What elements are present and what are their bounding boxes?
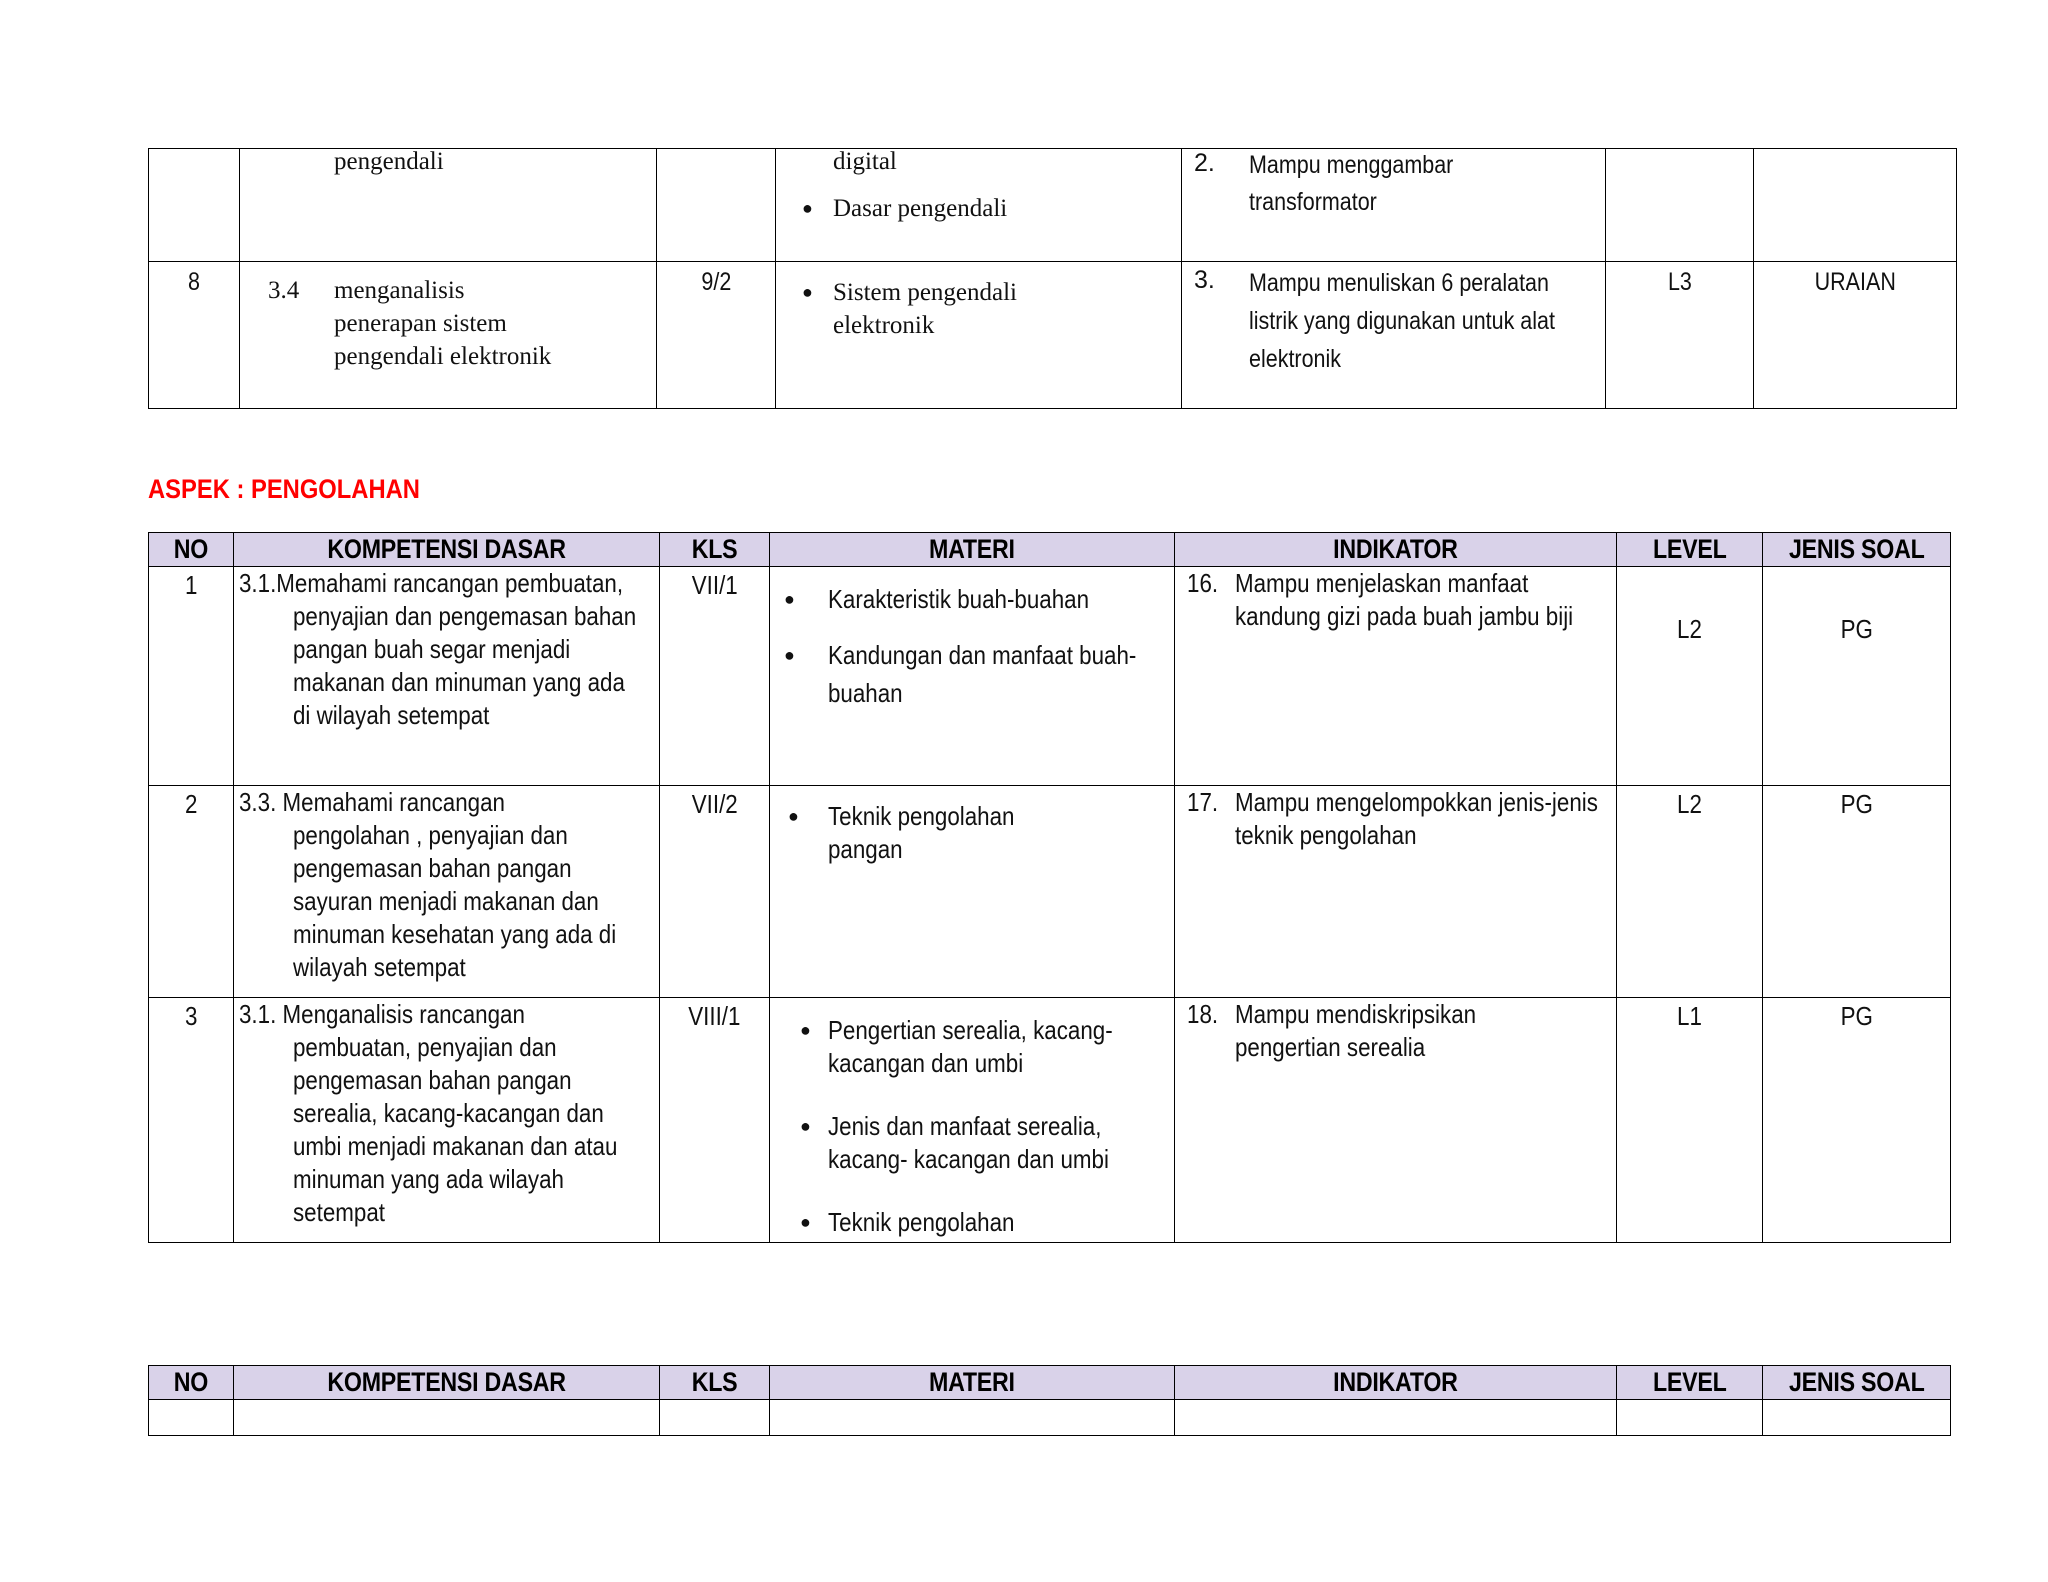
indikator-cell [1175,1400,1617,1436]
jenis-cell [1754,149,1957,262]
bullet-icon: ● [784,589,795,609]
jenis-cell: PG [1763,998,1951,1243]
indikator-line: Mampu mengelompokkan jenis-jenis [1235,787,1598,817]
no-cell [149,149,240,262]
empty-table [148,1365,1951,1436]
header-jenis: JENIS SOAL [1763,533,1951,567]
header-kls: KLS [660,1366,770,1400]
bullet-icon: ● [800,1116,811,1136]
kompetensi-line: pengolahan , penyajian dan [293,820,568,850]
bullet-icon: ● [784,645,795,665]
indikator-line: kandung gizi pada buah jambu biji [1235,601,1574,631]
level-cell: L2 [1617,786,1763,998]
kompetensi-line: umbi menjadi makanan dan atau [293,1131,618,1161]
kompetensi-line: menganalisis [334,277,465,304]
indikator-cell [1175,567,1617,786]
indikator-number: 18. [1187,999,1219,1029]
continuation-table [148,148,1957,409]
materi-bullet-text: Dasar pengendali [833,195,1008,222]
kompetensi-line: pengendali [334,148,444,175]
kls-cell [657,149,776,262]
kompetensi-line: serealia, kacang-kacangan dan [293,1098,604,1128]
kompetensi-line: pembuatan, penyajian dan [293,1032,557,1062]
kompetensi-line: 3.3. Memahami rancangan [239,787,505,817]
kompetensi-line: 3.1. Menganalisis rancangan [239,999,525,1029]
indikator-line: transformator [1249,188,1377,216]
materi-bullet: ● Teknik pengolahan [800,1207,1015,1237]
kompetensi-cell [234,567,660,786]
header-kompetensi: KOMPETENSI DASAR [234,533,660,567]
kompetensi-line: makanan dan minuman yang ada [293,667,625,697]
table-row [149,998,1951,1243]
header-no: NO [149,533,234,567]
indikator-line: Mampu menuliskan 6 peralatan [1249,269,1549,297]
header-kls: KLS [660,533,770,567]
jenis-cell: PG [1763,567,1951,786]
kls-cell: VIII/1 [660,998,770,1243]
no-cell: 1 [149,567,234,786]
table-row [149,149,1957,262]
materi-bullet: ● Jenis dan manfaat serealia, kacang- kacangan dan umbi [800,1111,1109,1174]
kompetensi-line: minuman kesehatan yang ada di [293,919,617,949]
indikator-line: Mampu mendiskripsikan [1235,999,1477,1029]
jenis-cell: URAIAN [1754,262,1957,409]
level-cell [1606,149,1754,262]
materi-bullet [776,192,1181,225]
bullet-icon: ● [788,806,799,826]
level-cell [1617,1400,1763,1436]
materi-cell [776,262,1182,409]
kompetensi-cell [234,786,660,998]
header-row [149,1366,1951,1400]
kompetensi-line: pengendali elektronik [334,343,552,370]
kompetensi-cell [234,998,660,1243]
jenis-cell [1763,1400,1951,1436]
no-cell: 8 [149,262,240,409]
materi-bullet: ● Karakteristik buah-buahan [784,584,1090,614]
indikator-cell [1182,262,1606,409]
kls-cell: VII/1 [660,567,770,786]
no-cell: 3 [149,998,234,1243]
materi-bullet-text: Sistem pengendali elektronik [833,279,1017,339]
indikator-line: Mampu menjelaskan manfaat [1235,568,1529,598]
materi-cell [770,567,1175,786]
indikator-line: teknik pengolahan [1235,820,1417,850]
materi-cell [770,786,1175,998]
indikator-cell [1175,786,1617,998]
bullet-icon: ● [802,282,813,302]
kompetensi-line: di wilayah setempat [293,700,490,730]
no-cell: 2 [149,786,234,998]
kompetensi-number: 3.4 [268,277,300,304]
kompetensi-cell [240,262,657,409]
indikator-line: elektronik [1249,345,1342,373]
level-cell: L2 [1617,567,1763,786]
indikator-line: pengertian serealia [1235,1032,1426,1062]
kls-cell: 9/2 [657,262,776,409]
kompetensi-line: wilayah setempat [293,952,466,982]
indikator-line: Mampu menggambar [1249,151,1454,179]
indikator-line: listrik yang digunakan untuk alat [1249,307,1555,335]
materi-cell [776,149,1182,262]
section-heading: ASPEK : PENGOLAHAN [148,474,420,504]
kompetensi-line: pengemasan bahan pangan [293,853,572,883]
kompetensi-line: penyajian dan pengemasan bahan [293,601,637,631]
materi-plain: digital [833,148,897,175]
materi-bullet [776,262,1063,342]
indikator-number: 3. [1194,266,1215,294]
materi-cell [770,998,1175,1243]
header-jenis: JENIS SOAL [1763,1366,1951,1400]
header-materi: MATERI [770,1366,1175,1400]
header-kompetensi: KOMPETENSI DASAR [234,1366,660,1400]
kompetensi-cell [234,1400,660,1436]
indikator-number: 2. [1194,149,1215,177]
level-cell: L1 [1617,998,1763,1243]
header-no: NO [149,1366,234,1400]
kompetensi-line: minuman yang ada wilayah [293,1164,564,1194]
kls-cell: VII/2 [660,786,770,998]
materi-cell [770,1400,1175,1436]
table-row [149,262,1957,409]
table-row [149,786,1951,998]
level-cell: L3 [1606,262,1754,409]
indikator-number: 17. [1187,787,1219,817]
kompetensi-line: setempat [293,1197,385,1227]
no-cell [149,1400,234,1436]
materi-bullet: ● Teknik pengolahan pangan [788,801,1015,864]
header-row [149,533,1951,567]
materi-bullet: ● Kandungan dan manfaat buah-buahan [770,636,1174,712]
table-row [149,567,1951,786]
materi-bullet: ● Pengertian serealia, kacang-kacangan dan umbi [800,1015,1113,1078]
pengolahan-table [148,532,1951,1243]
kls-cell [660,1400,770,1436]
header-indikator: INDIKATOR [1175,533,1617,567]
kompetensi-line: pangan buah segar menjadi [293,634,571,664]
kompetensi-line: penerapan sistem [334,310,507,337]
header-indikator: INDIKATOR [1175,1366,1617,1400]
bullet-icon: ● [802,198,813,218]
indikator-cell [1175,998,1617,1243]
table-row [149,1400,1951,1436]
indikator-number: 16. [1187,568,1219,598]
kompetensi-line: pengemasan bahan pangan [293,1065,572,1095]
kompetensi-cell [240,149,657,262]
kompetensi-line: 3.1.Memahami rancangan pembuatan, [239,568,624,598]
header-level: LEVEL [1617,533,1763,567]
indikator-cell [1182,149,1606,262]
header-materi: MATERI [770,533,1175,567]
header-level: LEVEL [1617,1366,1763,1400]
bullet-icon: ● [800,1212,811,1232]
jenis-cell: PG [1763,786,1951,998]
kompetensi-line: sayuran menjadi makanan dan [293,886,599,916]
bullet-icon: ● [800,1020,811,1040]
